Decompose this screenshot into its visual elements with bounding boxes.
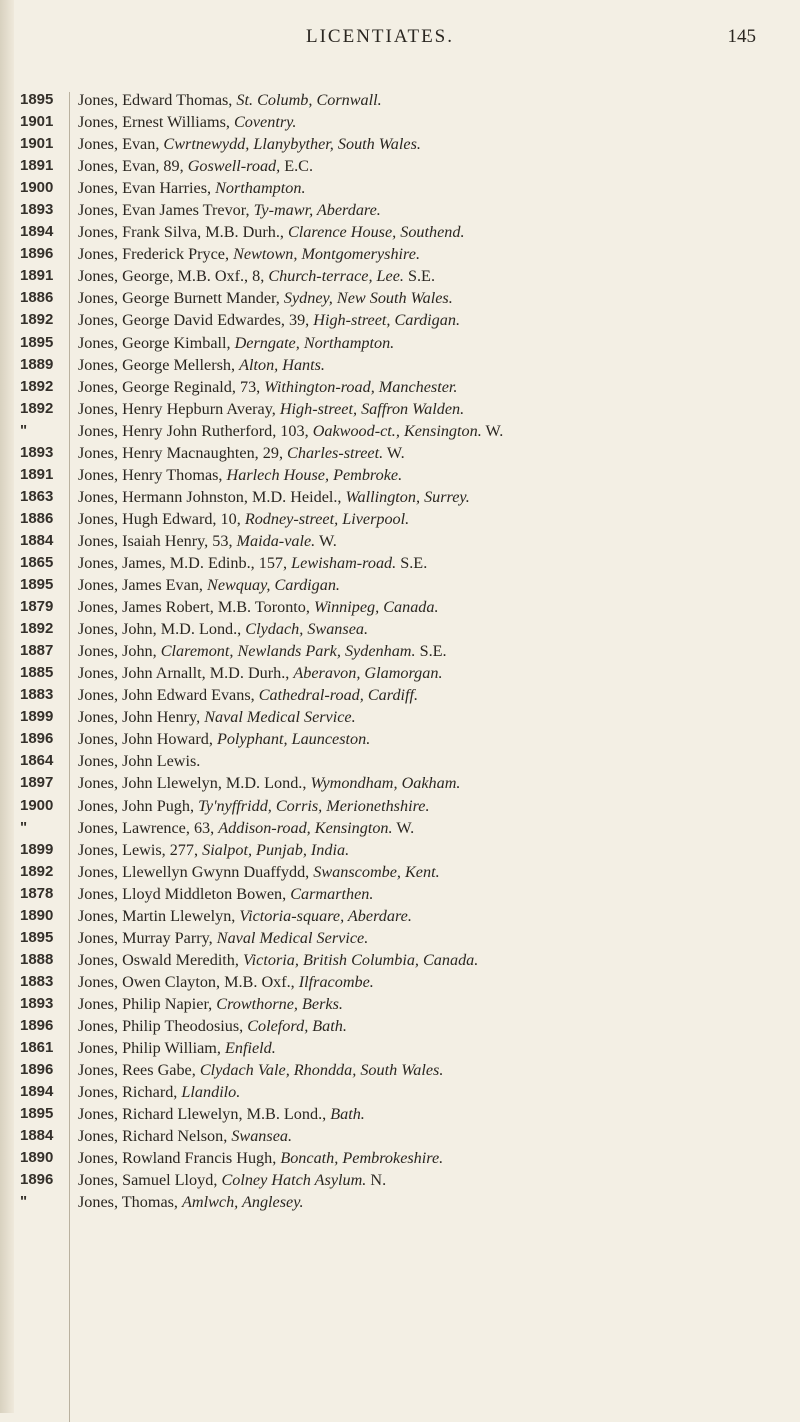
entry-name: Jones, Murray Parry, [78, 928, 217, 947]
entry-name: Jones, George Kimball, [78, 333, 235, 352]
list-item [0, 133, 800, 155]
entry-text [78, 750, 200, 772]
list-item [0, 949, 800, 971]
entry-address: Crowthorne, Berks. [216, 994, 343, 1013]
entry-text [78, 1125, 292, 1147]
entry-address: Boncath, Pembrokeshire. [280, 1149, 444, 1168]
entry-address: Polyphant, Launceston. [216, 730, 371, 749]
entry-address: Coventry. [233, 113, 297, 132]
entry-address: High-street, Saffron Walden. [279, 399, 465, 418]
entry-address: Claremont, Newlands Park, Sydenham. [160, 642, 416, 661]
entry-text [78, 486, 470, 508]
entry-year: 1888 [20, 950, 54, 968]
list-item [0, 1103, 800, 1125]
list-item [0, 1081, 800, 1103]
entry-district: W. [481, 421, 504, 440]
entry-year: 1894 [20, 223, 54, 241]
entry-name: Jones, Martin Llewelyn, [78, 906, 240, 925]
entry-name: Jones, Richard Llewelyn, M.B. Lond., [78, 1105, 331, 1124]
entry-name: Jones, George David Edwardes, 39, [78, 311, 314, 330]
entry-text [78, 640, 447, 662]
entry-address: Newquay, Cardigan. [207, 576, 340, 595]
entry-address: Ty-mawr, Aberdare. [253, 201, 381, 220]
entry-name: Jones, Hugh Edward, 10, [78, 509, 245, 528]
entry-name: Jones, Evan James Trevor, [78, 201, 254, 220]
entry-address: Withington-road, Manchester. [264, 377, 458, 396]
entry-address: Charles-street. [287, 443, 384, 462]
entry-address: Maida-vale. [236, 531, 316, 550]
entry-text [78, 883, 373, 905]
entry-name: Jones, Philip William, [78, 1039, 225, 1058]
entry-year: 1879 [20, 598, 54, 616]
entry-address: Cathedral-road, Cardiff. [258, 686, 419, 705]
entry-year: 1892 [20, 311, 54, 329]
entry-year: 1891 [20, 157, 54, 175]
entry-name: Jones, Richard Nelson, [78, 1127, 232, 1146]
entry-year: 1893 [20, 443, 54, 461]
list-item [0, 618, 800, 640]
entry-name: Jones, Frank Silva, M.B. Durh., [78, 223, 288, 242]
list-item [0, 1169, 800, 1191]
entry-address: Llandilo. [181, 1083, 241, 1102]
entry-address: Amlwch, Anglesey. [182, 1193, 304, 1212]
entry-year: 1865 [20, 553, 54, 571]
entry-year: 1883 [20, 686, 54, 704]
entry-address: Colney Hatch Asylum. [221, 1171, 367, 1190]
entry-name: Jones, Thomas, [78, 1193, 183, 1212]
entry-year: 1901 [20, 113, 54, 131]
entry-address: Cwrtnewydd, Llanybyther, South Wales. [163, 135, 421, 154]
entry-name: Jones, John Pugh, [78, 796, 199, 815]
entry-name: Jones, Oswald Meredith, [78, 950, 243, 969]
entry-year: 1899 [20, 840, 54, 858]
entry-year: 1884 [20, 531, 54, 549]
list-item [0, 684, 800, 706]
entry-address: Winnipeg, Canada. [313, 598, 439, 617]
entry-name: Jones, James Evan, [78, 576, 208, 595]
list-item [0, 332, 800, 354]
entry-name: Jones, Lawrence, 63, [78, 818, 219, 837]
entry-text [78, 1169, 386, 1191]
entry-name: Jones, Evan, [78, 135, 164, 154]
entry-year: 1892 [20, 399, 54, 417]
entry-name: Jones, Henry Macnaughten, 29, [78, 443, 288, 462]
list-item [0, 111, 800, 133]
entry-district: W. [383, 443, 405, 462]
entry-year: 1900 [20, 179, 54, 197]
entry-year: 1901 [20, 135, 54, 153]
entry-year: 1891 [20, 465, 54, 483]
entry-address: Naval Medical Service. [216, 928, 369, 947]
entry-address: Addison-road, Kensington. [218, 818, 393, 837]
entry-address: Ty'nyffridd, Corris, Merionethshire. [198, 796, 430, 815]
entry-name: Jones, Rees Gabe, [78, 1061, 200, 1080]
entry-year: 1895 [20, 928, 54, 946]
entry-name: Jones, Isaiah Henry, 53, [78, 531, 237, 550]
entry-address: Clydach Vale, Rhondda, South Wales. [199, 1061, 444, 1080]
list-item [0, 905, 800, 927]
list-item [0, 1191, 800, 1213]
list-item [0, 772, 800, 794]
entry-address: Derngate, Northampton. [234, 333, 395, 352]
entry-year: 1895 [20, 576, 54, 594]
list-item [0, 861, 800, 883]
entry-name: Jones, Ernest Williams, [78, 113, 234, 132]
entry-name: Jones, John, M.D. Lond., [78, 620, 246, 639]
list-item [0, 706, 800, 728]
list-item [0, 1147, 800, 1169]
list-item [0, 464, 800, 486]
entry-district: E.C. [280, 157, 314, 176]
list-item [0, 1037, 800, 1059]
entry-address: Ilfracombe. [298, 972, 374, 991]
entry-year: 1900 [20, 796, 54, 814]
list-item [0, 1015, 800, 1037]
entry-text [78, 1037, 276, 1059]
entry-name: Jones, James Robert, M.B. Toronto, [78, 598, 314, 617]
entry-year: 1896 [20, 730, 54, 748]
entry-text [78, 618, 368, 640]
entry-name: Jones, Lewis, 277, [78, 840, 203, 859]
entry-address: Sialpot, Punjab, India. [202, 840, 350, 859]
entry-address: Swansea. [231, 1127, 293, 1146]
list-item [0, 839, 800, 861]
entry-text [78, 1191, 304, 1213]
entry-text [78, 354, 325, 376]
entry-name: Jones, Henry Thomas, [78, 465, 227, 484]
page-number: 145 [727, 26, 756, 47]
entry-year: 1899 [20, 708, 54, 726]
list-item [0, 795, 800, 817]
list-item [0, 89, 800, 111]
entry-text [78, 728, 370, 750]
entry-address: Aberavon, Glamorgan. [293, 664, 443, 683]
entry-text [78, 552, 427, 574]
entry-text [78, 420, 503, 442]
entry-text [78, 596, 439, 618]
entry-address: Wallington, Surrey. [345, 487, 470, 506]
list-item [0, 177, 800, 199]
entry-year: 1864 [20, 752, 54, 770]
entry-text [78, 1147, 443, 1169]
entry-text [78, 133, 421, 155]
entry-address: Rodney-street, Liverpool. [244, 509, 410, 528]
entry-name: Jones, George, M.B. Oxf., 8, [78, 267, 269, 286]
entry-name: Jones, Edward Thomas, [78, 91, 237, 109]
entry-district: S.E. [415, 642, 447, 661]
entry-text [78, 971, 374, 993]
entry-district: N. [366, 1171, 387, 1190]
entry-year: 1892 [20, 377, 54, 395]
entry-year: 1885 [20, 664, 54, 682]
entry-year: 1889 [20, 355, 54, 373]
entry-text [78, 993, 343, 1015]
entry-name: Jones, George Burnett Mander, [78, 289, 284, 308]
entry-text [78, 287, 453, 309]
entry-year: 1896 [20, 245, 54, 263]
entry-address: Carmarthen. [290, 884, 374, 903]
entry-address: Lewisham-road. [291, 553, 397, 572]
entry-text [78, 927, 368, 949]
entry-text [78, 839, 349, 861]
entry-text [78, 89, 382, 111]
entry-name: Jones, John Llewelyn, M.D. Lond., [78, 774, 311, 793]
entry-name: Jones, Samuel Lloyd, [78, 1171, 222, 1190]
list-item [0, 376, 800, 398]
entry-address: Victoria-square, Aberdare. [239, 906, 412, 925]
entry-name: Jones, Henry John Rutherford, 103, [78, 421, 313, 440]
entry-name: Jones, Llewellyn Gwynn Duaffydd, [78, 862, 314, 881]
entry-text [78, 817, 414, 839]
entry-text [78, 1059, 443, 1081]
list-item [0, 883, 800, 905]
entry-address: Swanscombe, Kent. [313, 862, 440, 881]
list-item [0, 662, 800, 684]
page-header [0, 26, 800, 56]
entry-text [78, 243, 420, 265]
entry-name: Jones, Evan, 89, [78, 157, 188, 176]
entry-text [78, 530, 337, 552]
list-item [0, 442, 800, 464]
entry-text [78, 662, 443, 684]
list-item [0, 971, 800, 993]
entry-address: High-street, Cardigan. [313, 311, 460, 330]
entry-text [78, 464, 402, 486]
entry-district: S.E. [396, 553, 428, 572]
entry-name: Jones, James, M.D. Edinb., 157, [78, 553, 292, 572]
list-item [0, 199, 800, 221]
entry-district: S.E. [403, 267, 435, 286]
entry-text [78, 508, 409, 530]
entry-text [78, 772, 460, 794]
entry-name: Jones, Hermann Johnston, M.D. Heidel., [78, 487, 346, 506]
entry-year: 1863 [20, 487, 54, 505]
licentiate-list [0, 89, 800, 1213]
entry-address: Coleford, Bath. [247, 1016, 347, 1035]
list-item [0, 1125, 800, 1147]
entry-text [78, 155, 313, 177]
entry-name: Jones, Philip Theodosius, [78, 1016, 248, 1035]
entry-year: 1895 [20, 333, 54, 351]
list-item [0, 155, 800, 177]
entry-name: Jones, George Reginald, 73, [78, 377, 265, 396]
entry-year: 1892 [20, 620, 54, 638]
entry-name: Jones, Richard, [78, 1083, 182, 1102]
entry-text [78, 1015, 347, 1037]
entry-address: Northampton. [215, 179, 306, 198]
entry-name: Jones, Lloyd Middleton Bowen, [78, 884, 291, 903]
entry-year: 1897 [20, 774, 54, 792]
entry-text [78, 199, 381, 221]
entry-year: 1861 [20, 1039, 54, 1057]
entry-district: W. [392, 818, 415, 837]
entry-text [78, 442, 405, 464]
entry-year: 1894 [20, 1083, 54, 1101]
entry-text [78, 221, 465, 243]
entry-address: Sydney, New South Wales. [283, 289, 453, 308]
list-item [0, 574, 800, 596]
list-item [0, 354, 800, 376]
entry-district: W. [315, 531, 337, 550]
entry-name: Jones, John Howard, [78, 730, 217, 749]
entry-text [78, 574, 340, 596]
entry-address: Wymondham, Oakham. [310, 774, 461, 793]
entry-text [78, 861, 440, 883]
list-item [0, 420, 800, 442]
list-item [0, 530, 800, 552]
entry-text [78, 398, 464, 420]
entry-year: 1893 [20, 994, 54, 1012]
entry-year: 1892 [20, 862, 54, 880]
entry-name: Jones, John Lewis. [78, 752, 201, 771]
entry-name: Jones, Owen Clayton, M.B. Oxf., [78, 972, 299, 991]
entry-address: St. Columb, Cornwall. [236, 91, 382, 109]
list-item [0, 817, 800, 839]
entry-text [78, 1081, 240, 1103]
entry-address: Clarence House, Southend. [288, 223, 465, 242]
entry-address: Alton, Hants. [239, 355, 325, 374]
entry-address: Oakwood-ct., Kensington. [312, 421, 482, 440]
entry-name: Jones, John Arnallt, M.D. Durh., [78, 664, 294, 683]
entry-name: Jones, Rowland Francis Hugh, [78, 1149, 281, 1168]
list-item [0, 728, 800, 750]
list-item [0, 398, 800, 420]
entry-text [78, 177, 306, 199]
entry-text [78, 684, 418, 706]
running-head: LICENTIATES. [305, 26, 454, 47]
entry-text [78, 265, 435, 287]
entry-address: Victoria, British Columbia, Canada. [243, 950, 479, 969]
list-item [0, 640, 800, 662]
entry-address: Goswell-road, [187, 157, 281, 176]
entry-name: Jones, Philip Napier, [78, 994, 217, 1013]
entry-name: Jones, John, [78, 642, 161, 661]
entry-year: 1891 [20, 267, 54, 285]
entry-name: Jones, John Henry, [78, 708, 205, 727]
entry-year: " [20, 818, 28, 836]
entry-text [78, 111, 296, 133]
entry-text [78, 949, 478, 971]
entry-name: Jones, George Mellersh, [78, 355, 240, 374]
entry-text [78, 376, 457, 398]
entry-text [78, 905, 412, 927]
list-item [0, 243, 800, 265]
entry-text [78, 706, 356, 728]
entry-text [78, 332, 394, 354]
list-item [0, 508, 800, 530]
entry-year: 1887 [20, 642, 54, 660]
entry-name: Jones, Henry Hepburn Averay, [78, 399, 280, 418]
entry-year: 1893 [20, 201, 54, 219]
entry-year: 1896 [20, 1016, 54, 1034]
list-item [0, 287, 800, 309]
entry-year: 1896 [20, 1061, 54, 1079]
entry-year: 1895 [20, 91, 54, 108]
entry-address: Bath. [330, 1105, 365, 1124]
entry-text [78, 795, 430, 817]
list-item [0, 993, 800, 1015]
entry-address: Newtown, Montgomeryshire. [233, 245, 420, 264]
entry-name: Jones, Frederick Pryce, [78, 245, 234, 264]
list-item [0, 486, 800, 508]
entry-text [78, 1103, 365, 1125]
entry-name: Jones, John Edward Evans, [78, 686, 259, 705]
entry-year: 1886 [20, 289, 54, 307]
entry-year: 1883 [20, 972, 54, 990]
entry-year: 1884 [20, 1127, 54, 1145]
entry-text [78, 309, 460, 331]
list-item [0, 221, 800, 243]
entry-address: Harlech House, Pembroke. [226, 465, 403, 484]
entry-year: 1896 [20, 1171, 54, 1189]
entry-year: 1886 [20, 509, 54, 527]
entry-year: 1878 [20, 884, 54, 902]
entry-address: Clydach, Swansea. [245, 620, 369, 639]
entry-year: " [20, 1193, 28, 1211]
entry-address: Naval Medical Service. [204, 708, 356, 727]
entry-address: Church-terrace, Lee. [268, 267, 404, 286]
list-item [0, 552, 800, 574]
entry-year: 1890 [20, 1149, 54, 1167]
entry-year: 1895 [20, 1105, 54, 1123]
list-item [0, 309, 800, 331]
list-item [0, 927, 800, 949]
list-item [0, 265, 800, 287]
entry-year: 1890 [20, 906, 54, 924]
entry-name: Jones, Evan Harries, [78, 179, 216, 198]
list-item [0, 750, 800, 772]
list-item [0, 1059, 800, 1081]
entry-address: Enfield. [225, 1039, 276, 1058]
entry-year: " [20, 421, 28, 439]
list-item [0, 596, 800, 618]
